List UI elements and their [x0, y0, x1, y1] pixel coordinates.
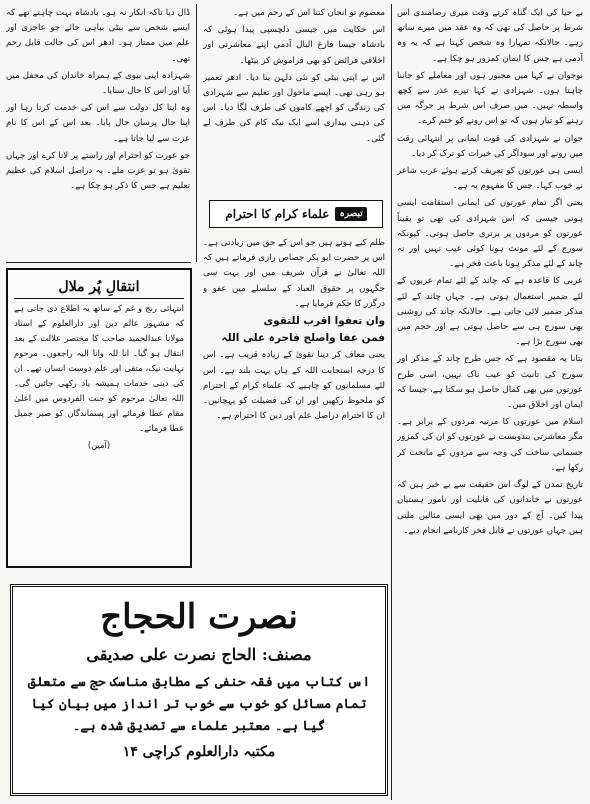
book-advertisement: [10, 584, 388, 796]
column-right-paragraph: بے حیا کی ایک گناہ کرتے وقت میری رضامندی اس شرط پر حاصل کی تھی کہ وہ عقد میں میرے ساتھ رہے۔ حالانکہ تمہارا وہ شخص کہتا ہے کہ یہ وہ آدمی ہے جس کا ایمان کمزور ہو چکا ہے۔: [397, 8, 583, 64]
column-right-paragraph: ایسی ہی عورتوں کو تعریف کرتے ہوئے عرب شاعر نے خوب کہا۔ جس کا مفہوم یہ ہے۔: [397, 166, 583, 192]
column-middle-end-paragraph: یعنی معاف کر دینا تقویٰ کے زیادہ قریب ہے۔ اس کا درجہ استجابت اللہ کے ہاں بہت بلند ہے۔ اس لئے مسلمانوں کو چاہیے کہ علماء کرام کے احترام کو ملحوظ رکھیں اور ان کی فضیلت کو پہچانیں۔ ان کا احترام دراصل علم اور دین کا احترام ہے۔: [203, 350, 385, 422]
obituary-box: [6, 268, 192, 568]
column-right-paragraph: نوجوان نے کہا میں مجبور ہوں اور معاملے کو جاننا چاہتا ہوں۔ شہزادی نے کہا تیرے عذر سے کچھ واسطہ نہیں۔ میں صرف اس شرط پر جرگہ میں رہنے کو تیار ہوں کہ تو اس رونے کو ختم کرے۔: [397, 70, 583, 127]
column-middle-paragraphs-after: [203, 236, 385, 312]
quran-quote-1: وان تعفوا اقرب للتقوی: [263, 315, 385, 328]
column-divider-right: [391, 4, 392, 800]
column-left-paragraph: جو عورت کو احترام اور راستے پر لانا کرے اور جہاں تقویٰ ہو تو عزت ملے۔ یہ دراصل اسلام کی عظیم تعلیم ہے جس کا ذکر ہو چکا ہے۔: [6, 150, 190, 192]
column-right-paragraph: یعنی اگر تمام عورتوں کی ایمانی استقامت ایسی ہوتی جیسی کہ اس شہزادی کی تھی تو یقیناً عورتوں کو مردوں پر برتری حاصل ہوتی۔ کیونکہ سورج کے لئے مونث ہونا کوئی عیب نہیں اور نہ چاند کے لئے مذکر ہونا باعث فخر ہے۔: [397, 198, 583, 270]
section-heading-tag: تبصرہ: [335, 207, 366, 221]
ad-description: اس کتاب میں فقہ حنفی کے مطابق مناسک حج سے متعلق تمام مسائل کو خوب سے خوب تر انداز میں بیان کیا گیا ہے۔ معتبر علماء سے تصدیق شدہ ہے۔: [27, 675, 371, 734]
column-left-paragraph: ڈال دیا تاکہ انکار نہ ہو۔ بادشاہ بہت چاہتے تھے کہ ایسے شخص سے بیٹی بیاہی جائے جو عاجزی اور علم میں ممتاز ہو۔ ادھر اس کی حالت قابل رحم تھی۔: [6, 8, 190, 64]
column-right-paragraph: تاریخ تمدن کے لوگ اس حقیقت سے بے خبر ہیں کہ عورتوں نے خاندانوں کی قابلیت اور نامور ہستیاں پیدا کیں۔ آج کے دور میں بھی ایسی مثالیں ملتی ہیں جہاں عورتوں نے قابل فخر کارنامے انجام دیے۔: [397, 480, 583, 536]
column-middle-paragraph: اس نے اپنی بیٹی کو نئی دلہن بنا دیا۔ ادھر تعمیر ہو رہی تھی۔ ایسے ماحول اور تعلیم سے شہزادی کی زندگی کو اچھے کاموں کی طرف لگا دیا۔ اس کی ذہنی بیداری اسے ایک نیک کام کی طرف لے گئی۔: [203, 72, 385, 144]
section-heading-title: علماء کرام کا احترام: [225, 207, 330, 221]
column-right-paragraph: اسلام میں عورتوں کا مرتبہ مردوں کے برابر ہے۔ مگر معاشرتی بندوبست نے عورتوں کو ان کی کمزور جسمانی ساخت کی وجہ سے مردوں کے ماتحت کر رکھا ہے۔: [397, 417, 583, 473]
column-left-paragraph: وہ اپنا کل دولت سے اس کی خدمت کرتا رہا اور اپنا حال پرسان حال پایا۔ بعد اس کے اس کا نام عزت سے لیا جاتا ہے۔: [6, 103, 190, 144]
column-middle-continued: [203, 236, 385, 576]
ad-publisher: مکتبہ دارالعلوم کراچی ۱۴: [122, 744, 276, 760]
obituary-body: انتہائی رنج و غم کے ساتھ یہ اطلاع دی جاتی ہے کہ مشہور عالم دین اور دارالعلوم کے استاد مولانا عبدالحمید صاحب کا مختصر علالت کے بعد انتقال ہو گیا۔ انا للہ وانا الیہ راجعون۔ مرحوم نہایت نیک، متقی اور علم دوست انسان تھے۔ ان کی دینی خدمات ہمیشہ یاد رکھی جائیں گی۔ اللہ تعالیٰ مرحوم کو جنت الفردوس میں اعلیٰ مقام عطا فرمائے اور پسماندگان کو صبر جمیل عطا فرمائے۔: [14, 303, 184, 433]
left-column-separator: [6, 262, 191, 263]
column-right-paragraph: عربی کا قاعدہ ہے کہ چاند کے لئے تمام عربوں کے لئے ضمیر استعمال ہوتی ہے۔ جہاں چاند کے لئے مذکر ضمیر لائی جاتی ہے۔ حالانکہ چاند کی روشنی بھی سورج ہی سے حاصل ہوتی ہے اور حجم میں بھی سورج بڑا ہے۔: [397, 276, 583, 348]
column-left: [6, 6, 190, 256]
column-middle-after-paragraph: ظلم کیے ہوتے ہیں جو اس کے حق میں زیادتی ہے۔ اس پر حضرت ابو بکر جصاص رازی فرماتے ہیں کہ اللہ تعالیٰ نے قرآن شریف میں اور بہت سی جگہوں پر حقوق العباد کے سلسلے میں عفو و درگزر کا حکم فرمایا ہے۔: [203, 238, 385, 309]
section-heading: [209, 200, 383, 228]
ad-book-title: نصرت الحجاج: [100, 597, 298, 637]
column-right: [397, 6, 583, 796]
obituary-dua: (آمین): [87, 440, 111, 450]
column-left-paragraph: شہزادہ اپنی بیوی کے ہمراہ خاندان کی محفل میں آیا اور اس کا حال سنایا۔: [6, 70, 190, 97]
column-middle-paragraph: معصوم تو انجان کتنا اس کے رحم میں ہے۔: [233, 8, 385, 18]
column-middle-paragraphs-end: [203, 348, 385, 424]
column-right-paragraphs: [397, 6, 583, 539]
column-middle: [203, 6, 385, 194]
column-right-paragraph: جوان نے شہزادی کی قوت ایمانی پر انتہائی رقت میں رونے اور سوداگر کی خیرات کو ترک کر دیا۔: [397, 133, 583, 159]
column-middle-paragraph: اس حکایت میں جیسی دلچسپی پیدا ہوئی کہ بادشاہ جیسا فارغ البال آدمی اپنے معاشرتی اور اخلاقی فرائض کو بھی فراموش کر بیٹھا۔: [203, 25, 385, 66]
column-right-paragraph: بتانا یہ مقصود ہے کہ جس طرح چاند کے مذکر اور سورج کی تانیث کو عیب ناک نہیں، اسی طرح عورتوں میں بھی کمال حاصل ہو سکتا ہے، جیسا کہ ایمان اور اخلاق میں۔: [397, 354, 583, 411]
column-left-paragraphs: [6, 6, 190, 194]
obituary-title: انتقالِ پُر ملال: [14, 280, 184, 299]
column-divider-left: [196, 4, 197, 262]
ad-author: مصنف: الحاج نصرت علی صدیقی: [86, 645, 312, 664]
column-middle-paragraphs: [203, 6, 385, 147]
quran-quote-2: فمن عفا واصلح فاجرہ علی اللہ: [221, 332, 385, 345]
